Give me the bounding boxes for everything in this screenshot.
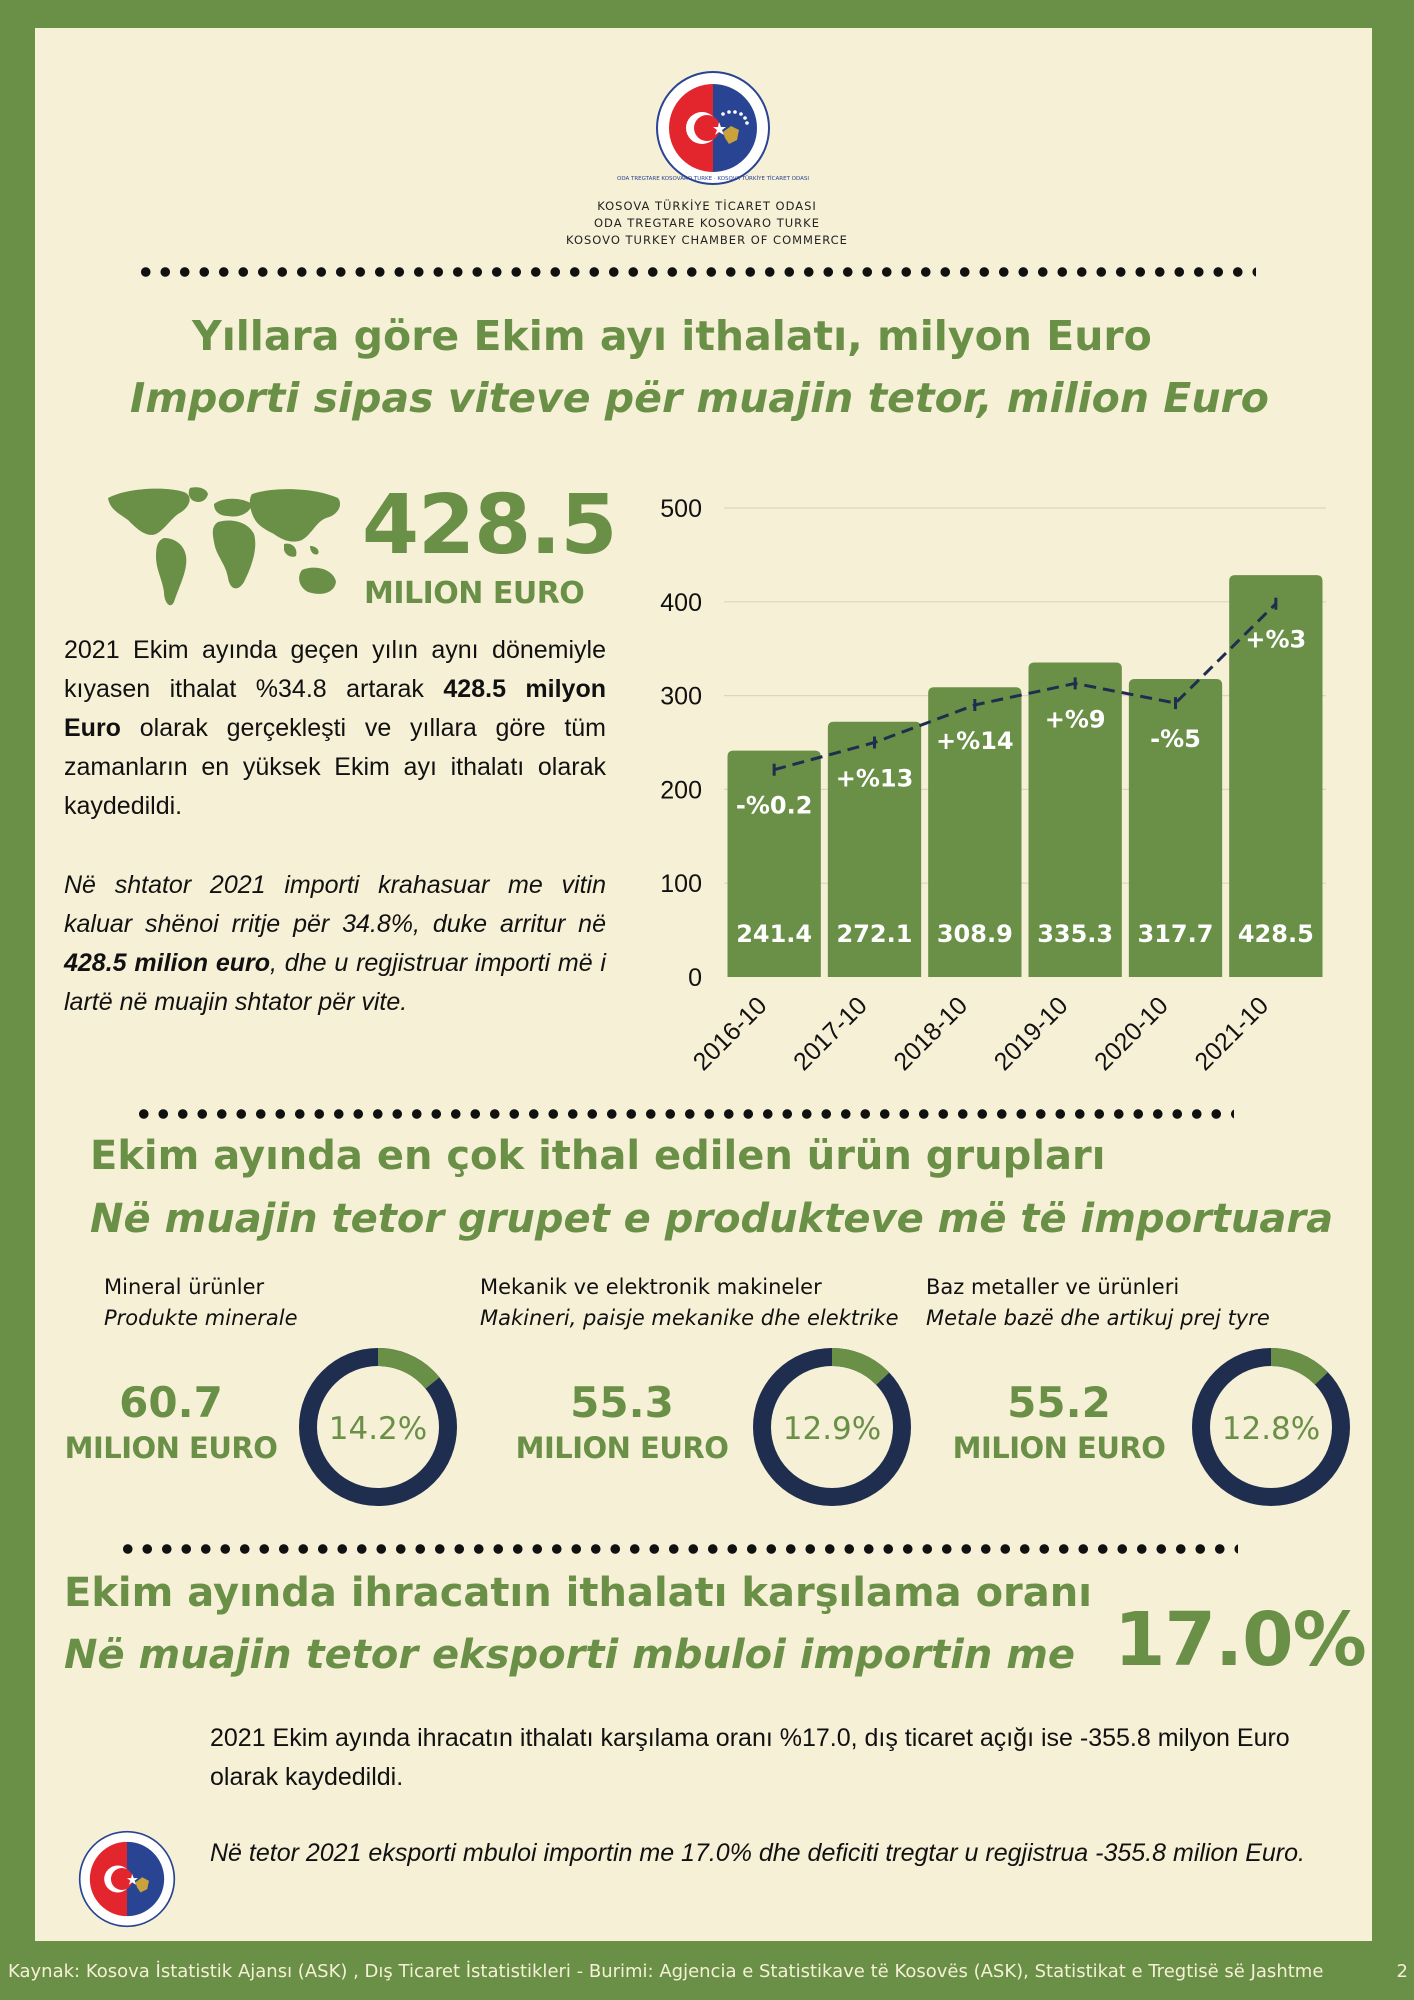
footer-source [0, 1955, 1414, 1989]
product-2-name-sq: Makineri, paisje mekanike dhe elektrike [480, 1306, 899, 1330]
divider-dots-3 [118, 1543, 1238, 1555]
page-number: 2 [1396, 1961, 1408, 1982]
paragraph-tr-pre: 2021 Ekim ayında geçen yılın aynı dönemiyle kıyasen ithalat %34.8 artarak [64, 636, 606, 703]
headline-value: 428.5 [362, 478, 617, 573]
product-3-unit: MILION EURO [952, 1431, 1166, 1465]
x-tick-label: 2019-10 [988, 991, 1074, 1077]
paragraph-sq-pre: Në shtator 2021 importi krahasuar me vitin kaluar shënoi rritje për 34.8%, duke arritur në [64, 871, 606, 938]
bar-value-label: 335.3 [1037, 920, 1114, 948]
product-2-value: 55.3 [570, 1378, 674, 1427]
y-tick-label: 500 [660, 495, 702, 523]
world-map-icon [106, 484, 346, 616]
product-1-share: 14.2% [328, 1411, 428, 1447]
x-tick-label: 2016-10 [687, 991, 773, 1077]
change-label: +%3 [1245, 625, 1307, 654]
change-label: +%9 [1044, 705, 1106, 734]
product-1-name-tr: Mineral ürünler [104, 1275, 265, 1299]
paragraph-sq [64, 866, 606, 1022]
product-1-label [104, 1272, 298, 1334]
products-title-sq: Në muajin tetor grupet e produkteve më të importuara [90, 1196, 1334, 1242]
main-title-sq: Importi sipas viteve për muajin tetor, milion Euro [130, 374, 1269, 422]
chamber-logo-small [78, 1830, 176, 1928]
x-tick-label: 2018-10 [888, 991, 974, 1077]
logo-text: ODA TREGTARE KOSOVARO TURKE · KOSOVA TÜRKİYE TİCARET ODASI [616, 176, 810, 182]
product-3-share: 12.8% [1221, 1411, 1321, 1447]
paragraph-tr [64, 631, 606, 826]
main-title-tr: Yıllara göre Ekim ayı ithalatı, milyon Euro [192, 312, 1152, 360]
y-tick-label: 300 [660, 682, 702, 711]
paragraph-sq-post: , dhe u regjistruar importi më i lartë në muajin shtator për vite. [64, 949, 606, 1016]
org-name-tr: KOSOVA TÜRKİYE TİCARET ODASI [597, 199, 817, 213]
bar-value-label: 272.1 [836, 920, 913, 948]
product-1-amount [56, 1378, 286, 1468]
product-3-name-sq: Metale bazë dhe artikuj prej tyre [926, 1306, 1270, 1330]
product-2-name-tr: Mekanik ve elektronik makineler [480, 1275, 822, 1299]
bar-value-label: 308.9 [936, 920, 1013, 948]
x-tick-label: 2021-10 [1189, 991, 1275, 1077]
divider-dots-2 [134, 1108, 1234, 1120]
coverage-value: 17.0% [1114, 1597, 1366, 1683]
bar-value-label: 241.4 [736, 920, 813, 948]
change-label: +%14 [936, 726, 1014, 755]
product-3-donut [1189, 1345, 1353, 1509]
paragraph-sq-bold: 428.5 milion euro [64, 949, 271, 977]
product-3-amount [944, 1378, 1174, 1468]
product-1-value: 60.7 [119, 1378, 223, 1427]
change-label: -%5 [1150, 725, 1201, 754]
change-label: -%0.2 [735, 791, 813, 820]
coverage-text-sq: Në tetor 2021 eksporti mbuloi importin me 17.0% dhe deficiti tregtar u regjistrua -355.8 milion Euro. [210, 1839, 1305, 1867]
bar-value-label: 317.7 [1137, 920, 1214, 948]
y-tick-label: 400 [660, 588, 702, 617]
x-tick-label: 2017-10 [788, 991, 873, 1077]
products-title-tr: Ekim ayında en çok ithal edilen ürün grupları [90, 1133, 1106, 1179]
y-tick-label: 100 [660, 870, 702, 899]
coverage-text-tr: 2021 Ekim ayında ihracatın ithalatı karşılama oranı %17.0, dış ticaret açığı ise -355.8 milyon Euro olarak kaydedildi. [210, 1724, 1290, 1791]
chamber-logo [616, 70, 810, 186]
product-3-name-tr: Baz metaller ve ürünleri [926, 1275, 1180, 1299]
product-2-amount [507, 1378, 737, 1468]
product-3-value: 55.2 [1007, 1378, 1111, 1427]
product-2-donut [750, 1345, 914, 1509]
footer-source-text: Kaynak: Kosova İstatistik Ajansı (ASK) , Dış Ticaret İstatistikleri - Burimi: Agjencia e Statistikave të Kosovës (ASK), Statistikat e Tregtisë së Jashtme [8, 1961, 1324, 1982]
coverage-title-tr: Ekim ayında ihracatın ithalatı karşılama oranı [64, 1570, 1092, 1616]
import-bar-chart [630, 470, 1350, 1110]
paragraph-tr-bold: 428.5 milyon Euro [64, 675, 606, 742]
headline-unit: MILION EURO [364, 576, 585, 611]
paragraph-tr-post: olarak gerçekleşti ve yıllara göre tüm zamanların en yüksek Ekim ayı ithalatı olarak kaydedildi. [64, 714, 606, 820]
product-2-unit: MILION EURO [515, 1431, 729, 1465]
product-2-label [480, 1272, 899, 1334]
product-1-donut [296, 1345, 460, 1509]
bar-value-label: 428.5 [1237, 920, 1314, 948]
x-tick-label: 2020-10 [1089, 991, 1174, 1077]
org-name-en: KOSOVO TURKEY CHAMBER OF COMMERCE [566, 233, 848, 247]
divider-dots [136, 266, 1256, 278]
product-1-name-sq: Produkte minerale [104, 1306, 298, 1330]
org-name-sq: ODA TREGTARE KOSOVARO TURKE [594, 216, 820, 230]
coverage-title-sq: Në muajin tetor eksporti mbuloi importin me [64, 1632, 1076, 1678]
y-tick-label: 0 [688, 964, 702, 992]
product-3-label [926, 1272, 1270, 1334]
product-1-unit: MILION EURO [64, 1431, 278, 1465]
y-tick-label: 200 [660, 776, 702, 805]
product-2-share: 12.9% [782, 1411, 882, 1447]
change-label: +%13 [835, 764, 914, 793]
